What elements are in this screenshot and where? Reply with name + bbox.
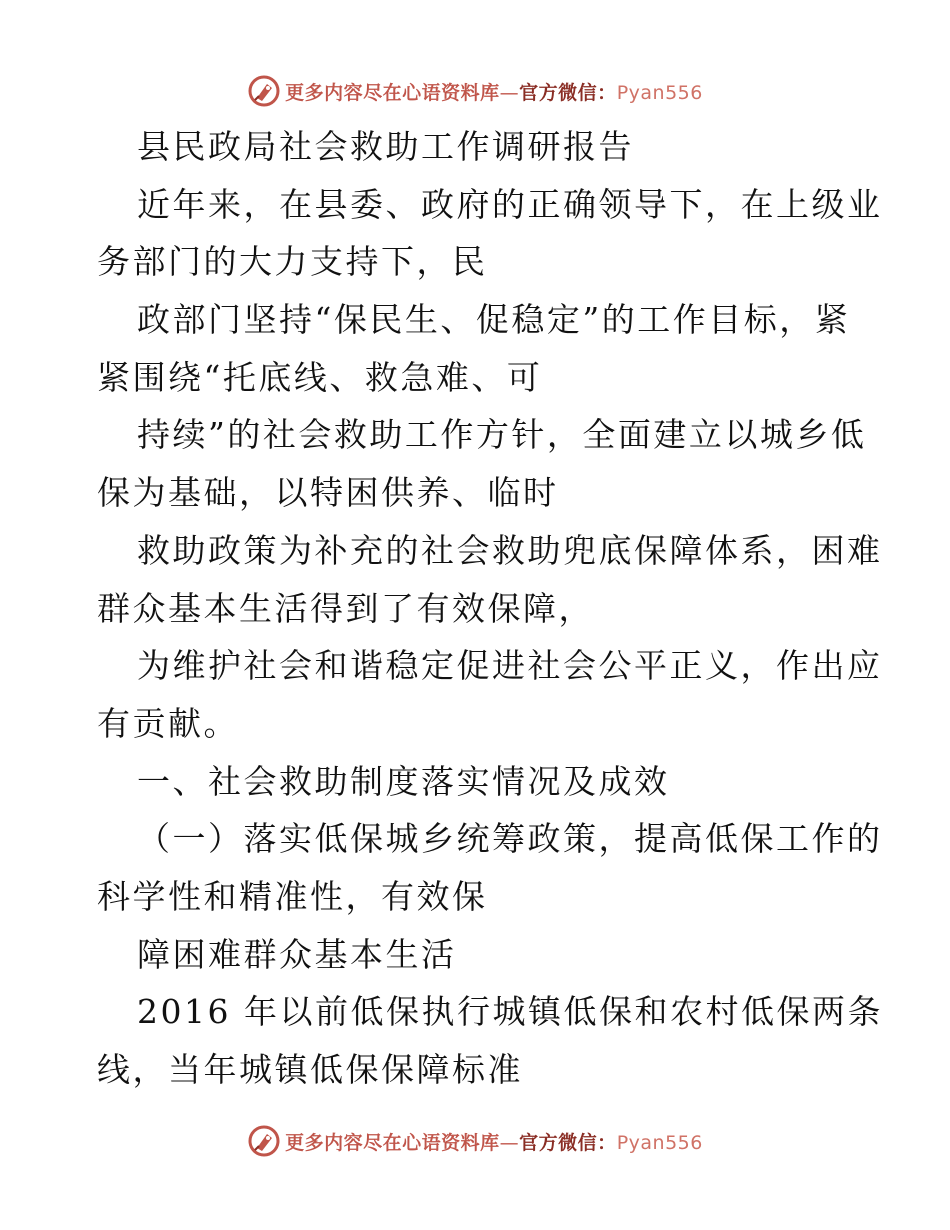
- watermark-brand-text: 更多内容尽在心语资料库: [285, 1131, 500, 1154]
- pen-nib-logo-icon: [247, 74, 281, 108]
- document-title: 县民政局社会救助工作调研报告: [137, 127, 634, 166]
- document-body: [97, 118, 883, 1099]
- text-line: 障困难群众基本生活: [137, 934, 457, 974]
- watermark-wechat-id: Pyan556: [616, 1131, 703, 1154]
- watermark-dash: —: [499, 1131, 520, 1154]
- text-line: 有贡献。: [97, 703, 239, 743]
- watermark-dash: —: [499, 81, 520, 104]
- watermark-official-label: 官方微信：: [519, 1131, 617, 1154]
- text-line: 群众基本生活得到了有效保障，: [97, 588, 594, 628]
- watermark-official-label: 官方微信：: [519, 81, 617, 104]
- text-line: 持续”的社会救助工作方针，全面建立以城乡低: [137, 415, 867, 455]
- text-line: 线，当年城镇低保保障标准: [97, 1050, 523, 1089]
- section-heading: 一、社会救助制度落实情况及成效: [137, 761, 670, 801]
- header-watermark: [0, 71, 950, 111]
- watermark-wechat-id: Pyan556: [616, 81, 703, 104]
- text-line: 务部门的大力支持下，民: [97, 242, 488, 282]
- text-line: 紧围绕“托底线、救急难、可: [97, 357, 543, 397]
- subsection-heading: （一）落实低保城乡统筹政策，提高低保工作的: [137, 819, 883, 859]
- watermark-brand-text: 更多内容尽在心语资料库: [285, 81, 500, 104]
- text-line: 保为基础，以特困供养、临时: [97, 473, 559, 513]
- text-line: 2016 年以前低保执行城镇低保和农村低保两条: [137, 992, 883, 1032]
- text-line: 近年来，在县委、政府的正确领导下，在上级业: [137, 184, 883, 224]
- pen-nib-logo-icon: [247, 1124, 281, 1158]
- text-line: 科学性和精准性，有效保: [97, 876, 488, 916]
- text-line: 为维护社会和谐稳定促进社会公平正义，作出应: [137, 646, 883, 686]
- text-line: 政部门坚持“保民生、促稳定”的工作目标，紧: [137, 300, 851, 340]
- footer-watermark: [0, 1121, 950, 1161]
- text-line: 救助政策为补充的社会救助兜底保障体系，困难: [137, 530, 883, 570]
